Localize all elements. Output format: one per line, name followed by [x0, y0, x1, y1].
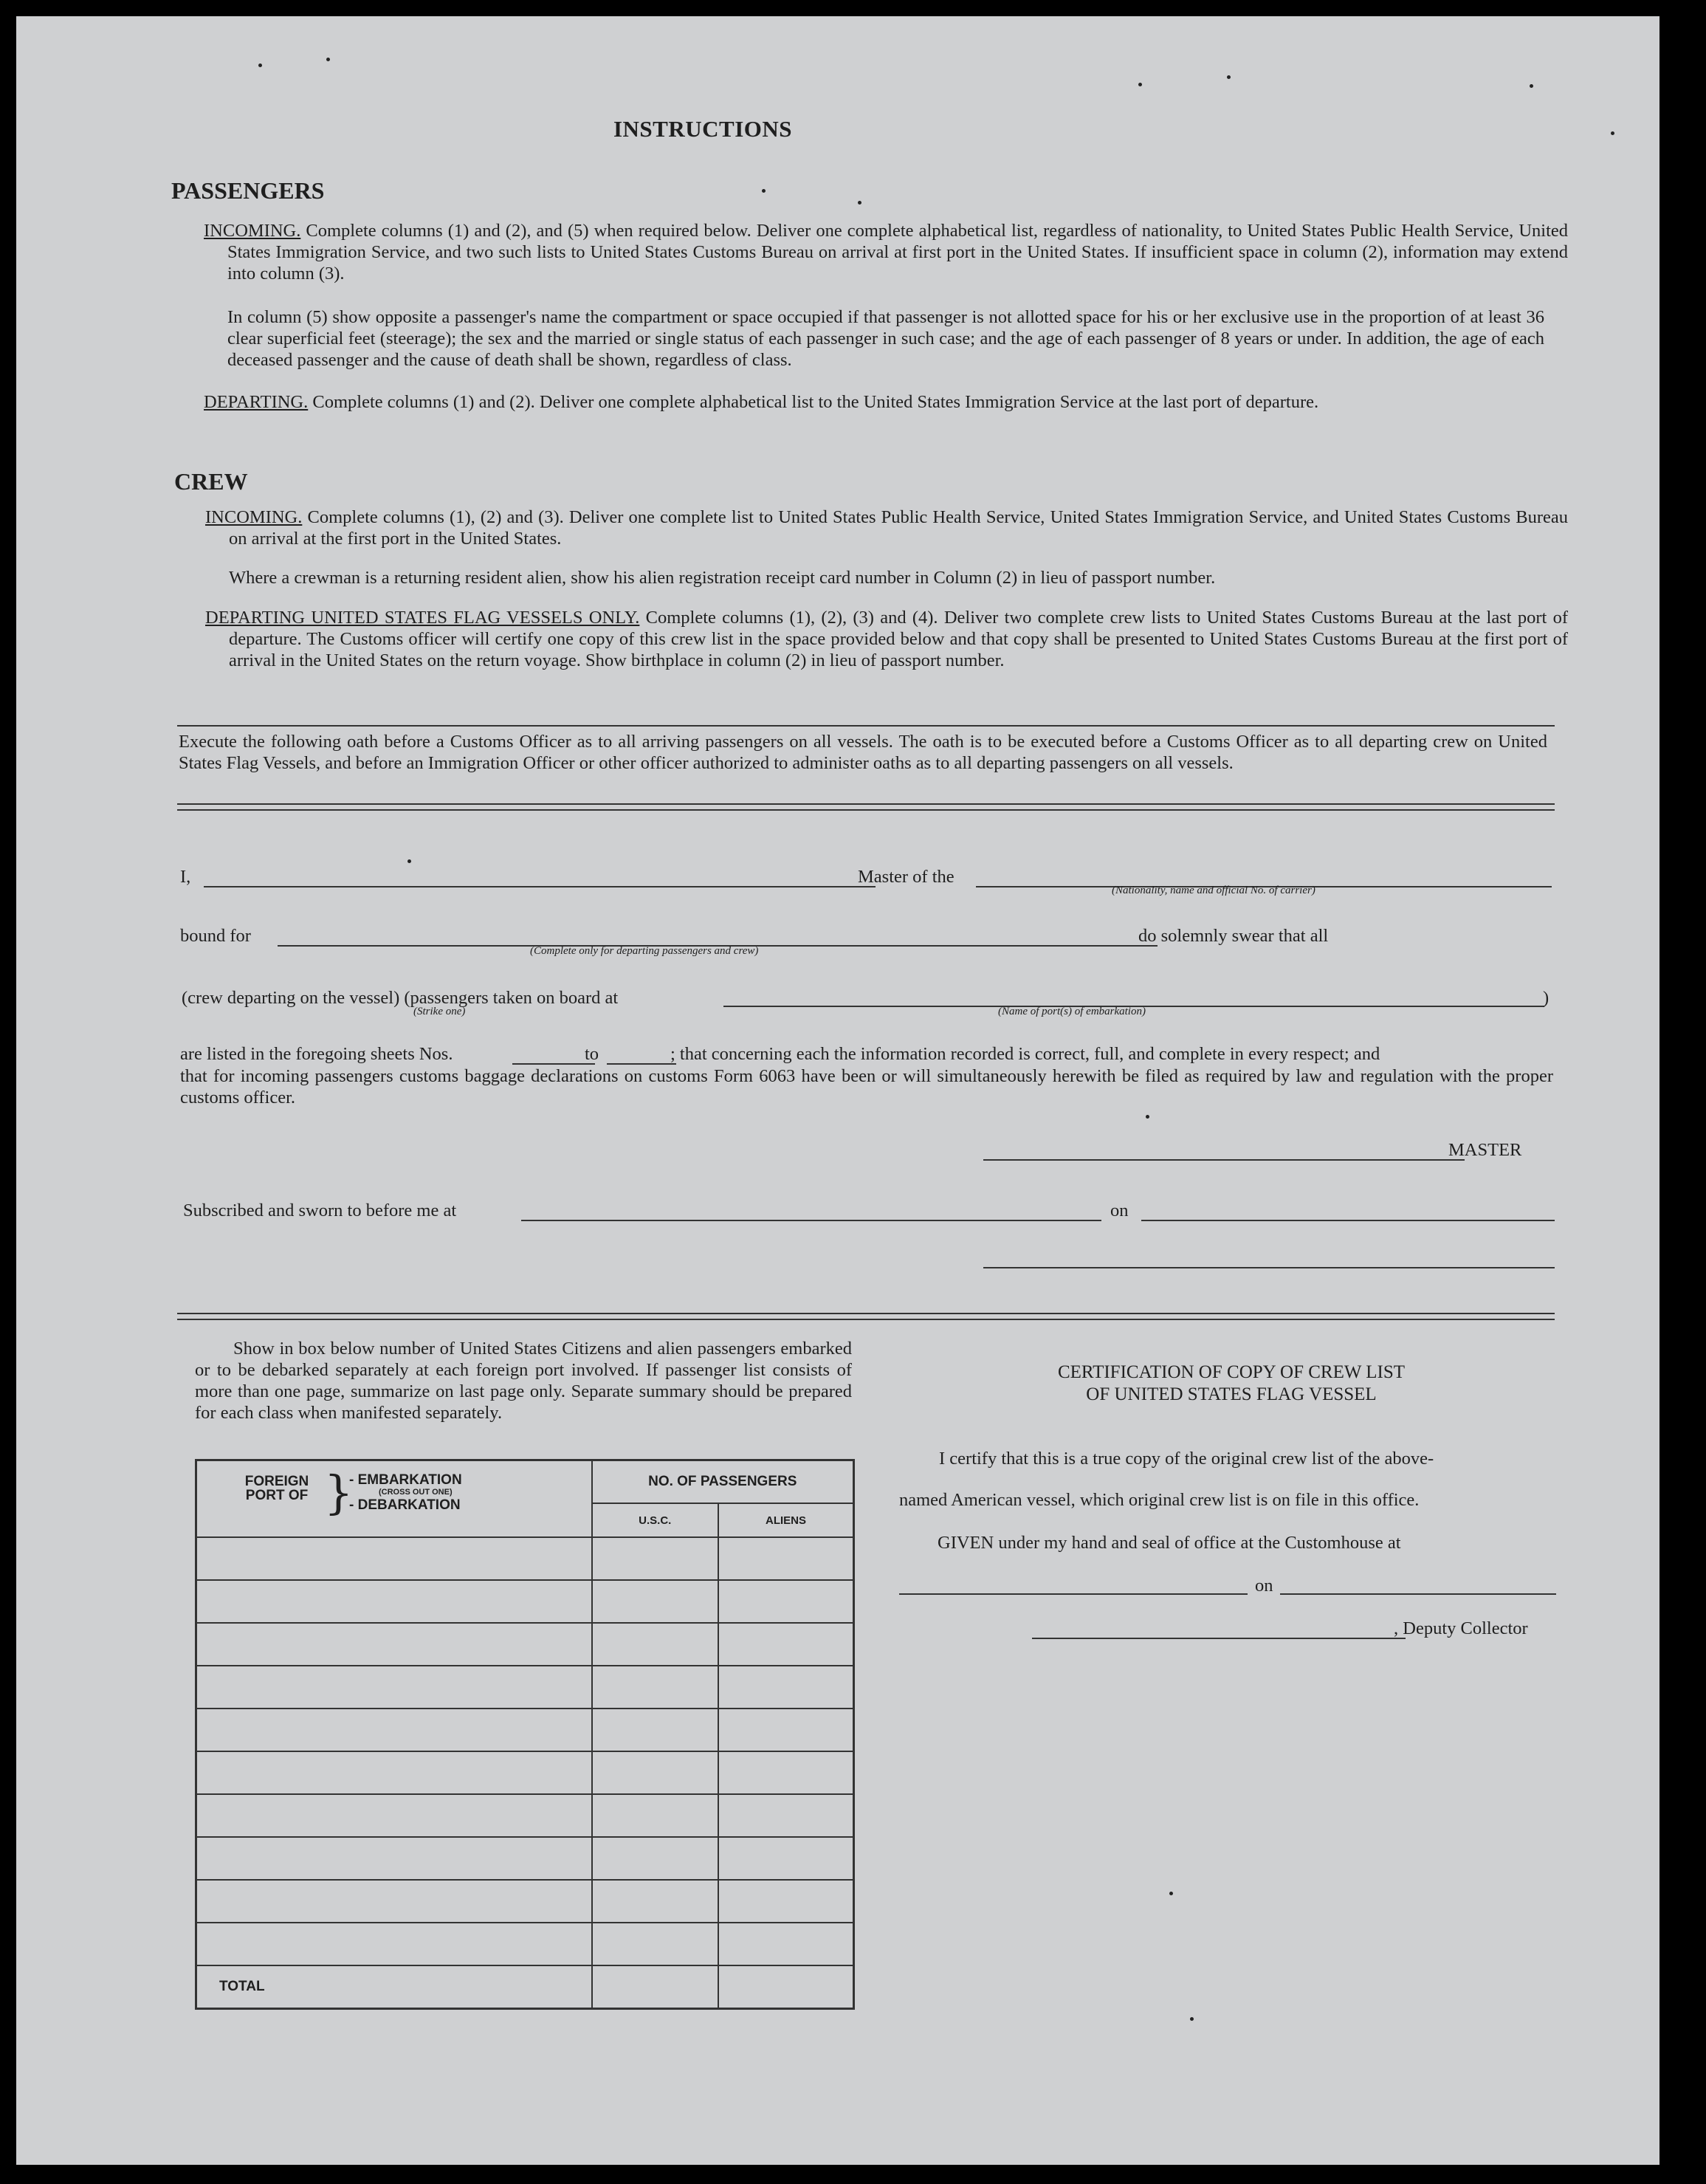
usc-cell[interactable]	[592, 1666, 718, 1709]
subscribed-sworn-label: Subscribed and sworn to before me at	[183, 1201, 457, 1220]
passengers-incoming-paragraph	[204, 220, 1568, 284]
table-row	[196, 1666, 854, 1709]
usc-cell[interactable]	[592, 1794, 718, 1837]
oath-instructions: Execute the following oath before a Customs Officer as to all arriving passengers on all vessels. The oath is to be executed before a Customs Officer as to all departing crew on United States Flag Vessels, and before an Immigration Officer or other officer authorized to administer oaths as to all departing passengers on all vessels.	[179, 732, 1547, 773]
scan-speck	[1190, 2017, 1194, 2021]
scan-speck	[762, 189, 766, 193]
certification-heading-line2: OF UNITED STATES FLAG VESSEL	[1086, 1384, 1377, 1404]
aliens-header: ALIENS	[718, 1503, 854, 1537]
embarkation-label: - EMBARKATION	[349, 1472, 462, 1488]
master-name-line[interactable]	[204, 886, 876, 887]
passengers-departing-lead: DEPARTING.	[204, 392, 309, 412]
port-cell[interactable]	[196, 1666, 592, 1709]
sheets-to-line[interactable]	[607, 1063, 676, 1065]
scan-speck	[1138, 83, 1142, 86]
oath-i-label: I,	[180, 867, 191, 887]
baggage-declarations-text: that for incoming passengers customs baggage declarations on customs Form 6063 have been or will simultaneously herewith be filed as required by law and regulation with the proper customs officer.	[180, 1066, 1553, 1108]
table-row	[196, 1837, 854, 1880]
aliens-cell[interactable]	[718, 1666, 854, 1709]
cross-out-one-label: (CROSS OUT ONE)	[379, 1488, 453, 1497]
aliens-cell[interactable]	[718, 1794, 854, 1837]
table-row	[196, 1880, 854, 1923]
total-usc-cell[interactable]	[592, 1965, 718, 2009]
table-row	[196, 1794, 854, 1837]
listed-to-label: to	[585, 1044, 599, 1064]
customhouse-line[interactable]	[899, 1593, 1248, 1595]
scan-speck	[1530, 84, 1533, 88]
scan-speck	[258, 63, 262, 67]
crew-resident-paragraph: Where a crewman is a returning resident alien, show his alien registration receipt card number in Column (2) in lieu of passport number.	[229, 568, 1216, 588]
aliens-cell[interactable]	[718, 1751, 854, 1794]
crew-incoming-text: Complete columns (1), (2) and (3). Deliver one complete list to United States Public Health Service, United States Immigration Service, and United States Customs Bureau on arrival at the first port in the United States.	[229, 507, 1568, 549]
usc-cell[interactable]	[592, 1923, 718, 1965]
carrier-caption: (Nationality, name and official No. of carrier)	[1112, 885, 1315, 896]
port-cell[interactable]	[196, 1794, 592, 1837]
summary-instructions: Show in box below number of United States Citizens and alien passengers embarked or to be debarked separately at each foreign port involved. If passenger list consists of more than one page, summarize on last page only. Separate summary should be prepared for each class when manifested separately.	[195, 1339, 852, 1423]
port-cell[interactable]	[196, 1537, 592, 1580]
total-row	[196, 1965, 854, 2009]
passengers-departing-paragraph	[204, 391, 1568, 413]
scan-speck	[1146, 1115, 1149, 1119]
certify-text-line1: I certify that this is a true copy of the original crew list of the above-	[939, 1449, 1434, 1469]
table-row	[196, 1580, 854, 1623]
debarkation-label: - DEBARKATION	[349, 1497, 461, 1513]
crew-incoming-lead: INCOMING.	[205, 507, 303, 527]
port-cell[interactable]	[196, 1923, 592, 1965]
scan-speck	[326, 58, 330, 61]
port-cell[interactable]	[196, 1580, 592, 1623]
no-of-passengers-header: NO. OF PASSENGERS	[592, 1460, 854, 1504]
double-rule-bottom	[177, 1313, 1555, 1320]
listed-sheets-label: are listed in the foregoing sheets Nos.	[180, 1044, 453, 1064]
master-signature-line[interactable]	[983, 1159, 1465, 1161]
master-of-the-label: Master of the	[858, 867, 955, 887]
aliens-cell[interactable]	[718, 1709, 854, 1751]
cert-on-label: on	[1255, 1576, 1273, 1596]
aliens-cell[interactable]	[718, 1923, 854, 1965]
crew-incoming-paragraph	[205, 506, 1568, 549]
scan-speck	[407, 859, 411, 863]
scan-speck	[858, 201, 861, 205]
sheets-from-line[interactable]	[512, 1063, 595, 1065]
total-label: TOTAL	[196, 1965, 592, 2009]
form-sheet	[16, 16, 1659, 2165]
aliens-cell[interactable]	[718, 1537, 854, 1580]
table-row	[196, 1751, 854, 1794]
section-divider	[177, 725, 1555, 727]
deputy-signature-line[interactable]	[1032, 1638, 1406, 1639]
port-cell[interactable]	[196, 1623, 592, 1666]
scan-speck	[1169, 1892, 1173, 1895]
passengers-column5-paragraph: In column (5) show opposite a passenger's name the compartment or space occupied if that passenger is not allotted space for his or her exclusive use in the proportion of at least 36 clear superficial feet (steerage); the sex and the married or single status of each passenger in such case; and the age of each passenger of 8 years or under. In addition, the age of each deceased passenger and the cause of death shall be shown, regardless of class.	[227, 307, 1544, 370]
passengers-incoming-lead: INCOMING.	[204, 221, 301, 241]
double-rule-top	[177, 803, 1555, 811]
usc-cell[interactable]	[592, 1580, 718, 1623]
passenger-summary-table	[195, 1459, 855, 2010]
aliens-cell[interactable]	[718, 1623, 854, 1666]
foreign-port-header	[196, 1460, 592, 1538]
complete-only-caption: (Complete only for departing passengers and crew)	[530, 945, 759, 957]
subscribed-date-line[interactable]	[1141, 1220, 1555, 1221]
bound-for-label: bound for	[180, 926, 251, 946]
usc-cell[interactable]	[592, 1880, 718, 1923]
port-cell[interactable]	[196, 1837, 592, 1880]
port-cell[interactable]	[196, 1751, 592, 1794]
aliens-cell[interactable]	[718, 1837, 854, 1880]
close-paren: )	[1543, 988, 1549, 1008]
page-title: INSTRUCTIONS	[613, 116, 792, 142]
solemnly-swear-label: do solemnly swear that all	[1138, 926, 1329, 946]
table-row	[196, 1623, 854, 1666]
port-caption: (Name of port(s) of embarkation)	[998, 1006, 1146, 1017]
usc-header: U.S.C.	[592, 1503, 718, 1537]
table-row	[196, 1537, 854, 1580]
subscribed-place-line[interactable]	[521, 1220, 1101, 1221]
strike-one-caption: (Strike one)	[413, 1006, 466, 1017]
deputy-collector-label: , Deputy Collector	[1394, 1618, 1528, 1638]
aliens-cell[interactable]	[718, 1580, 854, 1623]
subscribed-on-label: on	[1110, 1201, 1129, 1220]
passengers-departing-text: Complete columns (1) and (2). Deliver one complete alphabetical list to the United States Immigration Service at the last port of departure.	[312, 392, 1319, 412]
port-cell[interactable]	[196, 1709, 592, 1751]
officer-signature-line[interactable]	[983, 1267, 1555, 1268]
table-row	[196, 1923, 854, 1965]
scan-speck	[1227, 75, 1231, 79]
table-row	[196, 1709, 854, 1751]
cert-date-line[interactable]	[1280, 1593, 1556, 1595]
aliens-cell[interactable]	[718, 1880, 854, 1923]
usc-cell[interactable]	[592, 1751, 718, 1794]
scan-speck	[1611, 131, 1614, 135]
crew-heading: CREW	[174, 468, 248, 495]
passengers-incoming-text: Complete columns (1) and (2), and (5) when required below. Deliver one complete alphabetical list, regardless of nationality, to United States Public Health Service, United States Immigration Service, and two such lists to United States Customs Bureau on arrival at first port in the United States. If insufficient space in column (2), information may extend into column (3).	[227, 221, 1568, 284]
certification-heading	[907, 1361, 1556, 1406]
passengers-heading: PASSENGERS	[171, 177, 325, 204]
crew-departing-paragraph	[205, 607, 1568, 671]
brace-glyph: }	[324, 1466, 354, 1519]
usc-cell[interactable]	[592, 1537, 718, 1580]
crew-departing-label: (crew departing on the vessel) (passengers taken on board at	[182, 988, 619, 1008]
certify-text-line2: named American vessel, which original crew list is on file in this office.	[899, 1490, 1420, 1510]
usc-cell[interactable]	[592, 1837, 718, 1880]
given-under-hand-text: GIVEN under my hand and seal of office at the Customhouse at	[938, 1533, 1401, 1553]
crew-departing-lead: DEPARTING UNITED STATES FLAG VESSELS ONLY.	[205, 608, 640, 628]
master-label: MASTER	[1448, 1140, 1522, 1160]
usc-cell[interactable]	[592, 1623, 718, 1666]
crew-departing-text: Complete columns (1), (2), (3) and (4). Deliver two complete crew lists to United States Customs Bureau at the last port of departure. The Customs officer will certify one copy of this crew list in the space provided below and that copy shall be presented to United States Customs Bureau at the first port of arrival in the United States on the return voyage. Show birthplace in column (2) in lieu of passport number.	[229, 608, 1568, 670]
certification-heading-line1: CERTIFICATION OF COPY OF CREW LIST	[1057, 1362, 1406, 1382]
total-aliens-cell[interactable]	[718, 1965, 854, 2009]
port-cell[interactable]	[196, 1880, 592, 1923]
usc-cell[interactable]	[592, 1709, 718, 1751]
listed-correct-text: ; that concerning each the information recorded is correct, full, and complete in every respect; and	[670, 1044, 1380, 1064]
foreign-port-of-label: FOREIGN PORT OF	[244, 1474, 309, 1503]
